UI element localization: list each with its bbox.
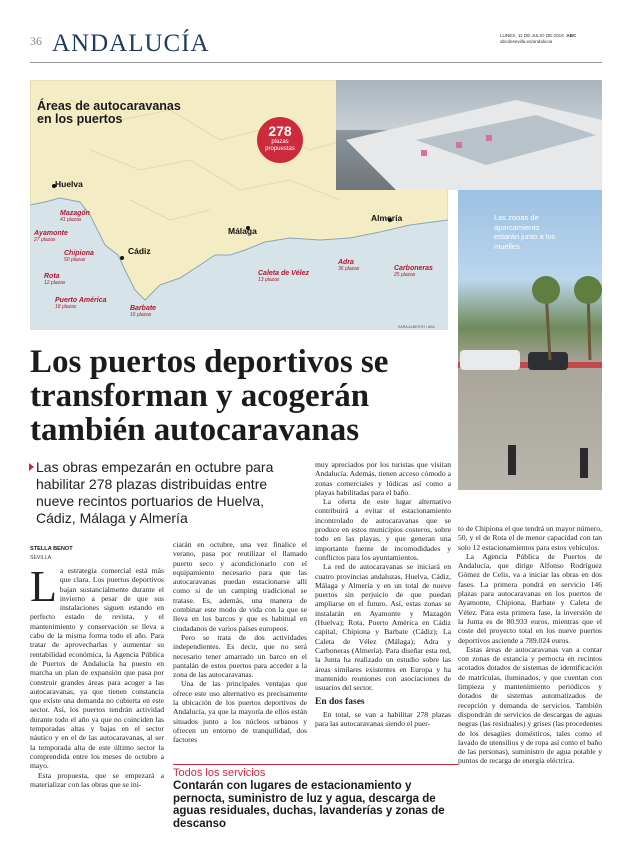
- photo-caption: Las zonas de aparcamiento estarán junto a los muelles: [494, 213, 556, 251]
- port-barbate: Barbate 16 plazas: [130, 305, 157, 318]
- column-4-paragraph: to de Chipiona el que tendrá un mayor número, 50, y el de Rota el de menor capacidad con tan solo 12 estacionamientos para estos vehículos.: [458, 524, 602, 552]
- city-malaga: Málaga: [228, 226, 257, 236]
- column-2-paragraph: Pero se trata de dos actividades independientes. Es decir, que no será necesario tener amarrado un barco en el pantalán de estos puertos para acceder a la zona de las autocaravanas.: [173, 632, 307, 680]
- column-4-paragraph: La Agencia Pública de Puertos de Andalucía, que dirige Alfonso Rodríguez Gómez de Celis, va a iniciar las obras en dos fases. La primera pondrá en servicio 146 plazas para autocaravanas en los puertos de Ayamonte, Chipiona, Barbate y Caleta de Vélez. Para esta primera fase, la inversión de la Junta es de 80.933 euros, mientras que el coste del proyecto total en los nueve puertos deportivos asciende a 789.024 euros.: [458, 551, 602, 645]
- city-almeria: Almería: [371, 213, 403, 223]
- city-huelva: Huelva: [55, 179, 83, 189]
- column-3-paragraph: La oferta de este lugar alternativo contribuirá a evitar el estacionamiento incontrolado de autocaravanas que se produce en estos municipios costeros, sobre todo en las playas, y que generan una importante fuente de incomodidades y conflictos para los ayuntamientos.: [315, 497, 451, 562]
- services-box-title: Todos los servicios: [173, 767, 266, 779]
- rendering-graphic: [336, 80, 602, 190]
- column-1-paragraph: a estrategia comercial está más que clara. Los puertos deportivos bajan sustancialmente durante el invierno a pesar de que sus instalaciones siguen estando en perfecto estado de revista, y el mantenimiento y conservación se lleva a cabo de la misma forma todo el año. Para tratar de aprovecharlas y aumentar su rentabilidad económica, la Agencia Pública de Puertos de Andalucía ha puesto en marcha un plan de expansión que pasa por construir grandes áreas para acoger a las autocaravanas, ya que tienen constancia que existe una demanda no cubierta en este sector. Así, los puertos tendrán actividad durante todo el año ya que no coinciden las temporadas altas y bajas en el sector náutico y en el de las autocaravanas, al ser la temporada alta de este último sector la comprendida entre los meses de octubre a mayo.: [30, 566, 164, 771]
- port-rota: Rota 12 plazas: [44, 273, 66, 286]
- deck: Las obras empezarán en octubre para habilitar 278 plazas distribuidas entre nueve recintos portuarios de Huelva, Cádiz, Málaga y Almería: [36, 459, 306, 527]
- map-title-line2: en los puertos: [37, 112, 123, 126]
- port-adra: Adra 36 plazas: [338, 259, 360, 272]
- city-cadiz: Cádiz: [128, 246, 151, 256]
- column-2-paragraph: ciarán en octubre, una vez finalice el verano, pasa por reutilizar el llamado puerto seco y acondicionarlo con el equipamiento necesario para que las autocaravanas puedan estacionarse allí como si de un camping tradicional se tratase. Es, además, una manera de combinar este modo de vida con la que se lleva en los barcos y que es habitual en ciudadanos de varios países europeos.: [173, 540, 307, 633]
- subhead-two-phases: En dos fases: [315, 697, 365, 708]
- site-url: abcdesevilla.es/andalucia: [500, 39, 553, 44]
- port-carboneras: Carboneras 25 plazas: [394, 265, 433, 278]
- column-4-paragraph: Estas áreas de autocaravanas van a contar con zonas de estancia y pernocta en recintos acotados dotados de sistemas de identificación de matrículas, iluminados, y que cuentan con limpieza y mantenimiento periódicos y dotados de sistemas automatizados de recepción y demanda de servicios. También dispondrán de servicios de descargas de aguas negras (las residuales) y grises (las procedentes de los desagües domésticos, tales como el lavado de utensilios y de ropa así como el baño de las personas), suministro de agua potable y puntos de recarga de energía eléctrica.: [458, 644, 602, 766]
- map-title-line1: Áreas de autocaravanas: [37, 99, 181, 113]
- box-rule: [173, 764, 458, 765]
- badge-text-1: plazas: [271, 139, 289, 145]
- port-mazagon: Mazagón 41 plazas: [60, 210, 90, 223]
- badge-number: 278: [268, 123, 292, 139]
- port-rendering-photo: [336, 80, 602, 190]
- section-title: ANDALUCÍA: [52, 30, 210, 57]
- port-ayamonte: Ayamonte 27 plazas: [34, 230, 68, 243]
- page-number: 36: [30, 34, 42, 48]
- brand: ABC: [566, 33, 577, 38]
- byline-place: SEVILLA: [30, 555, 52, 561]
- map-credit: SARA ALBERTO / ABC: [398, 325, 436, 329]
- column-3: [315, 460, 451, 728]
- services-box-text: Contarán con lugares de estacionamiento y pernocta, suministro de luz y agua, descarga de aguas residuales, duchas, lavanderías y zonas de descanso: [173, 780, 445, 830]
- column-2-paragraph: Una de las principales ventajas que ofrece este uso alternativo es precisamente la ubicación de los puertos deportivos de Andalucía, ya que la mayoría de ellos están situados junto a los núcleos urbanos y ofrecen un entorno de tranquilidad, dos factores: [173, 679, 307, 745]
- badge-text-2: propuestas: [265, 146, 295, 152]
- column-3-paragraph: La red de autocaravanas se iniciará en cuatro provincias andaluzas, Huelva, Cádiz, Málaga y Almería y en un total de nueve puertos sin perjuicio de que puedan ampliarse en el futuro. Así, estas zonas se instalarán en Ayamonte y Mazagón (Huelva); Rota, Puerto América en Cádiz capital, Chipiona y Barbate (Cádiz); La Caleta de Vélez (Málaga); Adra y Carboneras (Almería). Para diseñar esta red, la Junta ha realizado un estudio sobre las áreas similares existentes en Europa y ha mantenido reuniones con asociaciones de usuarios del sector.: [315, 562, 451, 693]
- column-4: [458, 524, 602, 766]
- column-1: [30, 562, 164, 789]
- column-3-paragraph: En total, se van a habilitar 278 plazas para las autocaravanas siendo el puer-: [315, 709, 451, 729]
- port-caleta-de-velez: Caleta de Vélez 13 plazas: [258, 270, 309, 283]
- drop-cap: L: [30, 562, 57, 611]
- column-3-paragraph: muy apreciados por los turistas que visitan Andalucía. Además, tienen acceso cómodo a zonas comerciales y lúdicas así como a playas habilitadas para el baño.: [315, 460, 451, 497]
- port-puerto-america: Puerto América 18 plazas: [55, 297, 107, 310]
- column-2: [173, 540, 307, 745]
- headline: Los puertos deportivos se transforman y acogerán también autocaravanas: [30, 344, 389, 448]
- byline-author: STELLA BENOT: [30, 546, 73, 552]
- total-spots-badge: [257, 117, 303, 163]
- header-rule: [30, 62, 602, 63]
- map-title: [37, 100, 181, 126]
- column-1-paragraph: Esta propuesta, que se empezará a materializar con las obras que se ini-: [30, 770, 164, 789]
- dateline: [500, 33, 576, 45]
- date: LUNES, 11 DE JULIO DE 2016: [500, 33, 564, 38]
- port-chipiona: Chipiona 50 plazas: [64, 250, 94, 263]
